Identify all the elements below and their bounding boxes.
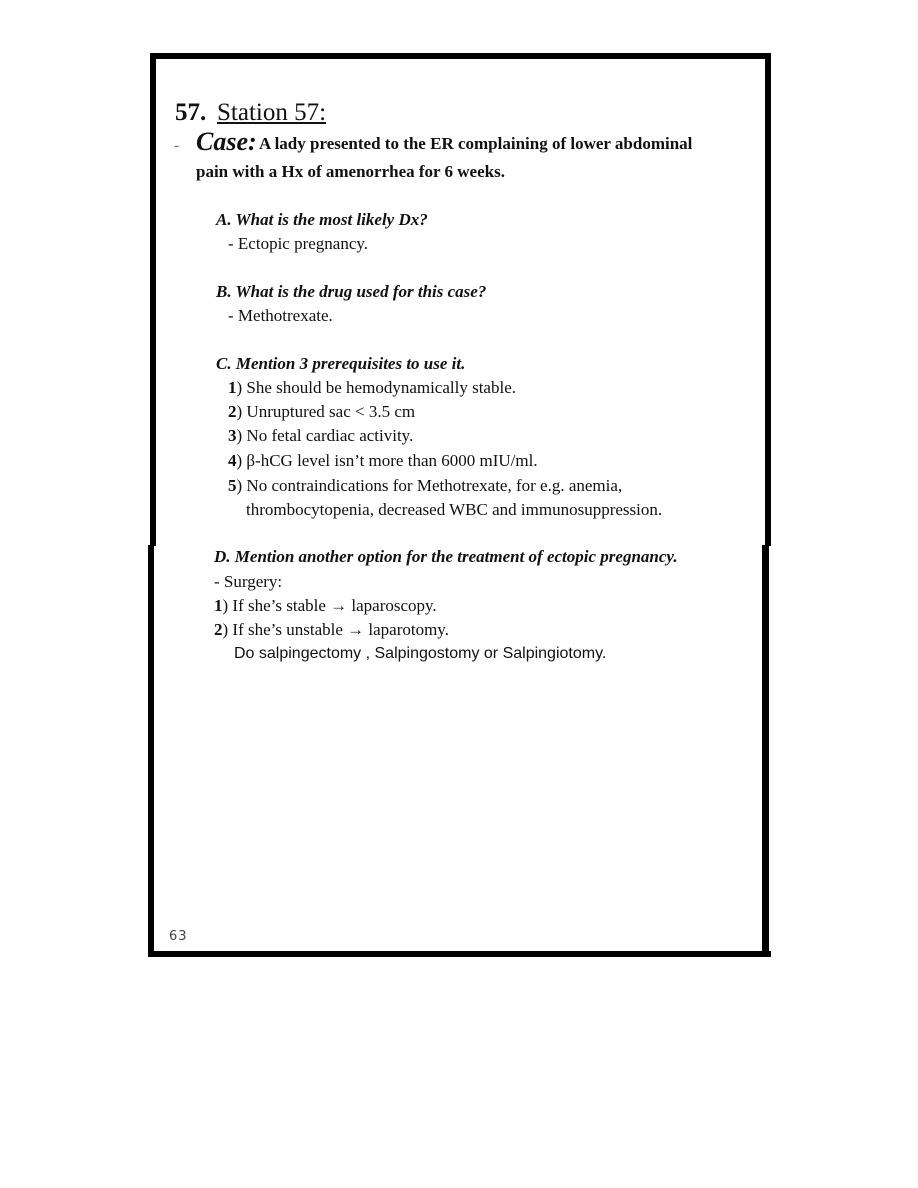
list-item-text: ) No fetal cardiac activity. [236,426,414,445]
list-item-text: ) Unruptured sac < 3.5 cm [236,402,416,421]
list-item [228,378,516,398]
answer-a: - Ectopic pregnancy. [228,234,369,253]
list-item [228,476,622,496]
question-c: C. Mention 3 prerequisites to use it. [216,354,466,373]
page-frame-right-upper [765,53,771,546]
list-item [214,596,437,616]
list-item [228,426,413,446]
list-item-number: 1 [228,378,237,397]
list-item-text: ) She should be hemodynamically stable. [236,378,516,397]
page-frame-right-lower [762,545,769,957]
list-item-number: 3 [228,426,237,445]
station-number: 57. [175,99,207,126]
question-a: A. What is the most likely Dx? [216,210,428,229]
page-frame-bottom [150,951,771,957]
list-item-number: 4 [228,451,237,470]
case-text-line1: A lady presented to the ER complaining of lower abdominal [259,134,693,153]
list-item-text: ) If she’s stable → laparoscopy. [222,596,437,615]
list-item [228,451,538,471]
list-item-number: 2 [214,620,223,639]
question-d: D. Mention another option for the treatment of ectopic pregnancy. [214,547,678,566]
answer-b: - Methotrexate. [228,306,333,325]
list-item [228,402,415,422]
case-bullet: - [174,137,180,154]
case-label: Case: [196,127,257,156]
list-item-text: ) β-hCG level isn’t more than 6000 mIU/ml. [236,451,538,470]
list-item-text: ) No contraindications for Methotrexate, for e.g. anemia, [236,476,623,495]
list-item [214,620,449,640]
list-item-text: ) If she’s unstable → laparotomy. [222,620,449,639]
list-item-number: 1 [214,596,223,615]
case-text-line2: pain with a Hx of amenorrhea for 6 weeks. [196,162,505,181]
page-number: 63 [169,929,188,944]
page-frame-left-upper [150,53,156,546]
answer-d: - Surgery: [214,572,283,591]
station-title: Station 57: [217,99,327,126]
surgery-note: Do salpingectomy , Salpingostomy or Salpingiotomy. [234,645,607,662]
list-item-continuation: thrombocytopenia, decreased WBC and immunosuppression. [246,500,663,519]
list-item-number: 5 [228,476,237,495]
question-b: B. What is the drug used for this case? [216,282,487,301]
page-frame-top [150,53,771,59]
list-item-number: 2 [228,402,237,421]
page-frame-left-lower [148,545,154,957]
